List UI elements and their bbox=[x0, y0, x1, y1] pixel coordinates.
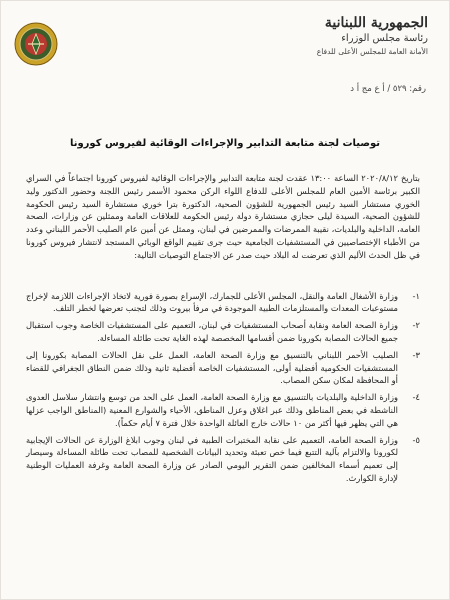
army-emblem-icon bbox=[14, 22, 58, 66]
recommendation-item bbox=[26, 319, 420, 345]
item-text: وزارة الأشغال العامة والنقل، المجلس الأعلى للجمارك، الإسراع بصورة فورية لاتخاذ الإجراءات اللازمة لإخراج مستوعبات المعدات والمستلزمات الطبية الموجودة في مرفأ بيروت وذلك لتجنب تعرضها لخطر التلف. bbox=[26, 290, 398, 314]
recommendation-item bbox=[26, 349, 420, 387]
letterhead-secretariat: الأمانة العامة للمجلس الأعلى للدفاع bbox=[316, 47, 428, 56]
item-text: وزارة الصحة العامة، التعميم على نقابة المختبرات الطبية في لبنان وجوب ابلاغ الوزارة عن الحالات الإيجابية لكورونا والالتزام بآلية التتبع فيما خص تعبئة وتحديد البيانات الشخصية للمصاب تحت طائلة المساءلة وسيصار إلى تعميم أسماء المخالفين ضمن التقرير اليومي الصادر عن وزارة الصحة العامة وغرفة العمليات الوطنية لإدارة الكوارث. bbox=[26, 434, 398, 483]
item-text: وزارة الصحة العامة ونقابة أصحاب المستشفيات في لبنان، التعميم على المستشفيات الخاصة وجوب استقبال جميع الحالات المصابة بكورونا ضمن أقسامها المخصصة لهذه الغاية تحت طائلة المساءلة. bbox=[26, 320, 398, 343]
item-text: وزارة الداخلية والبلديات بالتنسيق مع وزارة الصحة العامة، العمل على الحد من توسع وانتشار سلاسل العدوى الناشطة في بعض المناطق وذلك عبر اغلاق وعزل المناطق، الأحياء والشوارع المعنية (المناطق الواجب عزلها هي التي يظهر فيها أكثر من ١٠ حالات خارج العائلة الواحدة خلال فترة ٧ أيام حكماً). bbox=[26, 392, 398, 428]
letterhead-presidency: رئاسة مجلس الوزراء bbox=[341, 33, 428, 44]
letterhead-republic: الجمهورية اللبنانية bbox=[324, 15, 428, 31]
item-text: الصليب الأحمر اللبناني بالتنسيق مع وزارة الصحة العامة، العمل على نقل الحالات المصابة بكورونا إلى المستشفيات الحكومية أفضلية أولى، المستشفيات الخاصة أفضلية ثانية وذلك ضمن النطاق الجغرافي للقضاء أو المحافظة لمكان سكن المصاب. bbox=[26, 349, 398, 386]
recommendation-item bbox=[26, 391, 420, 429]
intro-paragraph: بتاريخ ٢٠٢٠/٨/١٢ الساعة ١٣:٠٠ عقدت لجنة متابعة التدابير والإجراءات الوقائية لفيروس كورونا اجتماعاً في السراي الكبير برئاسة الأمين العام للمجلس الأعلى للدفاع اللواء الركن محمود الأسمر رئيس اللجنة وحضور الدكتور وليد الخوري مستشار السيد رئيس الجمهورية للشؤون الصحية، الدكتورة بترا خوري مستشارة السيد رئيس الحكومة للشؤون الصحية، السيدة ليلى حجازي مستشارة دولة رئيس الحكومة للعلاقات العامة وممثلين عن وزارات، الصحة العامة، الداخلية والبلديات، نقيبة الممرضات والممرضين في لبنان، وممثل عن أمين عام الصليب الأحمر اللبناني وعدد من الأطباء الإختصاصيين في المستشفيات الجامعية حيث جرى تقييم الواقع الوبائي المستجد لانتشار فيروس كورونا في ظل الحدث الأليم الذي تعرضت له البلاد حيث صدر عن الاجتماع التوصيات التالية: bbox=[26, 173, 420, 260]
item-number: ٤- bbox=[412, 392, 420, 403]
recommendation-item bbox=[26, 290, 420, 316]
item-number: ١- bbox=[412, 290, 420, 301]
letterhead bbox=[178, 14, 428, 58]
item-number: ٥- bbox=[412, 434, 420, 445]
item-number: ٢- bbox=[412, 320, 420, 331]
document-body bbox=[26, 172, 420, 489]
document-title: توصيات لجنة متابعة التدابير والإجراءات الوقائية لفيروس كورونا bbox=[69, 138, 381, 149]
item-number: ٣- bbox=[412, 349, 420, 360]
recommendation-item bbox=[26, 434, 420, 485]
reference-number: رقم: ٥٢٩ / أ ع مج أ د bbox=[350, 84, 426, 94]
